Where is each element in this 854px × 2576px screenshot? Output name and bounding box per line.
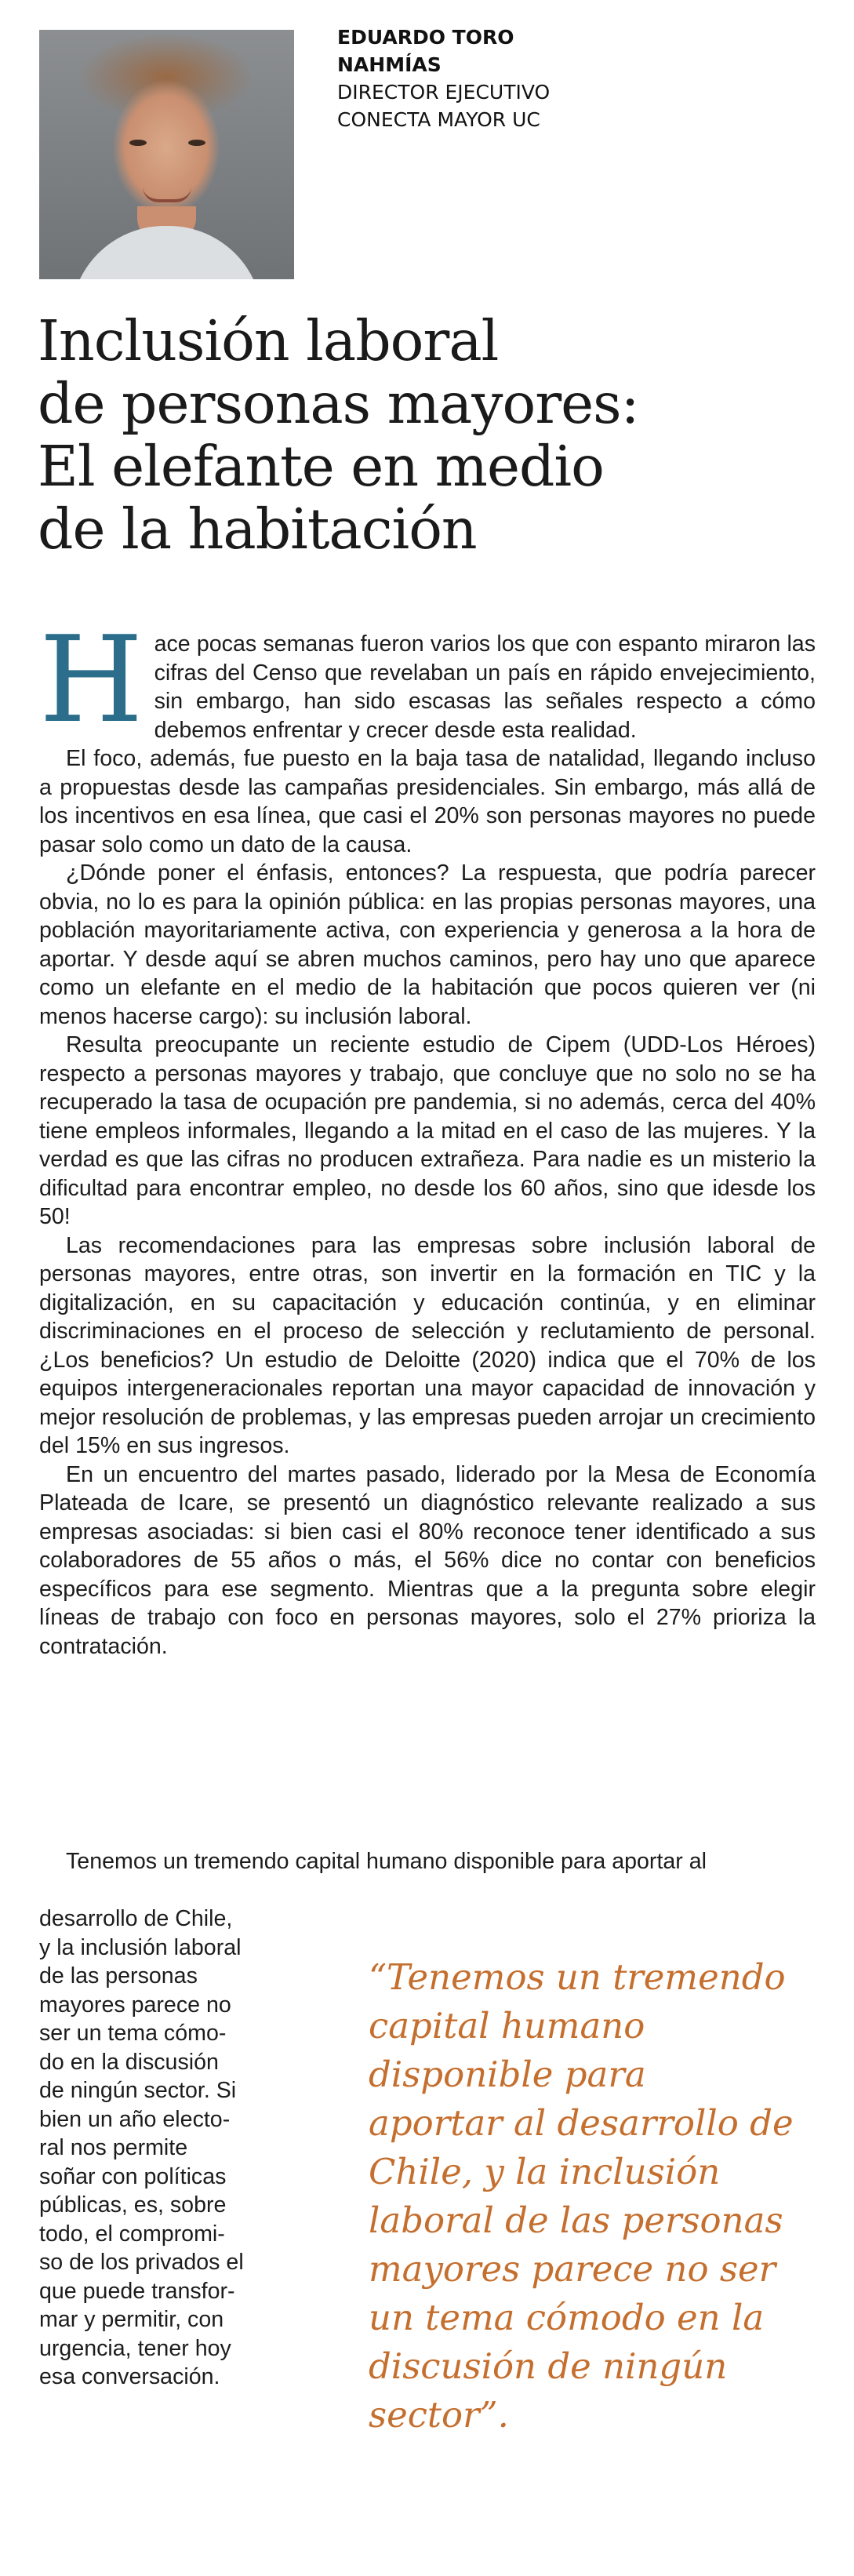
- author-role-line1: DIRECTOR EJECUTIVO: [337, 81, 551, 104]
- author-name-line1: EDUARDO TORO: [337, 26, 514, 49]
- column-line: públicas, es, sobre: [39, 2192, 227, 2218]
- pull-quote-line: disponible para: [369, 2054, 646, 2095]
- column-line: urgencia, tener hoy: [39, 2335, 231, 2361]
- column-line: soñar con políticas: [39, 2163, 227, 2189]
- column-line: todo, el compromi-: [39, 2221, 225, 2247]
- column-line: bien un año electo-: [39, 2106, 231, 2132]
- column-line: de las personas: [39, 1963, 198, 1988]
- pull-quote-line: un tema cómodo en la: [369, 2297, 765, 2338]
- closing-paragraph-lead: Tenemos un tremendo capital humano disponible para aportar al: [66, 1849, 707, 1874]
- pull-quote-line: laboral de las personas: [369, 2199, 783, 2241]
- column-line: y la inclusión laboral: [39, 1934, 242, 1960]
- column-line: ral nos permite: [39, 2135, 188, 2160]
- closing-paragraph-column: [39, 1905, 274, 2392]
- column-line: desarrollo de Chile,: [39, 1906, 233, 1931]
- pull-quote-line: capital humano: [369, 2005, 645, 2047]
- column-line: que puede transfor-: [39, 2278, 235, 2304]
- pull-quote-line: aportar al desarrollo de: [369, 2102, 794, 2144]
- drop-cap: H: [39, 610, 144, 749]
- column-line: so de los privados el: [39, 2250, 244, 2275]
- paragraph: En un encuentro del martes pasado, liderado por la Mesa de Economía Plateada de Icare, se presentó un diagnóstico relevante realizado a sus empresas asociadas: si bien casi el 80% reconoce tener identificado a sus colaboradores de 55 años o más, el 56% dice no contar con beneficios específicos para ese segmento. Mientras que a la pregunta sobre elegir líneas de trabajo con foco en personas mayores, solo el 27% prioriza la contratación.: [39, 1461, 816, 1659]
- headline-line: El elefante en medio: [38, 434, 604, 499]
- pull-quote-line: sector”.: [369, 2394, 509, 2436]
- headline-line: de la habitación: [38, 497, 477, 562]
- column-line: esa conversación.: [39, 2364, 220, 2389]
- pull-quote-line: Chile, y la inclusión: [369, 2151, 721, 2192]
- article-body: [39, 610, 816, 1661]
- paragraph: [39, 610, 816, 749]
- paragraph: El foco, además, fue puesto en la baja tasa de natalidad, llegando incluso a propuestas desde las campañas presidenciales. Sin embargo, más allá de los incentivos en esa línea, que casi el 20% son personas mayores no puede pasar solo como un dato de la causa.: [39, 746, 816, 857]
- author-photo: [39, 30, 294, 279]
- column-line: ser un tema cómo-: [39, 2021, 227, 2046]
- column-line: de ningún sector. Si: [39, 2078, 237, 2103]
- headline-line: Inclusión laboral: [38, 308, 499, 373]
- paragraph: Resulta preocupante un reciente estudio de Cipem (UDD-Los Héroes) respecto a personas mayores y trabajo, que concluye que no solo no se ha recuperado la tasa de ocupación pre pandemia, si no además, cerca del 40% tiene empleos informales, llegando a la mitad en el caso de las mujeres. Y la verdad es que las cifras no producen extrañeza. Para nadie es un misterio la dificultad para encontrar empleo, no desde los 60 años, sino que idesde los 50!: [39, 1032, 816, 1229]
- column-line: mar y permitir, con: [39, 2307, 224, 2332]
- paragraph-text: ace pocas semanas fueron varios los que con espanto miraron las cifras del Censo que revelaban un país en rápido envejecimiento, sin embargo, han sido escasas las señales respecto a cómo debemos enfrentar y crecer desde esta realidad.: [154, 631, 816, 743]
- column-line: do en la discusión: [39, 2049, 219, 2075]
- pull-quote: [369, 1953, 831, 2440]
- pull-quote-line: mayores parece no ser: [369, 2248, 776, 2290]
- paragraph: ¿Dónde poner el énfasis, entonces? La respuesta, que podría parecer obvia, no lo es para la opinión pública: en las propias personas mayores, una población mayoritariamente activa, con experiencia y generosa a la hora de aportar. Y desde aquí se abren muchos caminos, pero hay uno que aparece como un elefante en el medio de la habitación que pocos quieren ver (ni menos hacerse cargo): su inclusión laboral.: [39, 860, 816, 1029]
- article-headline: [38, 310, 830, 561]
- author-name-line2: NAHMÍAS: [337, 53, 442, 76]
- author-byline: [337, 24, 550, 133]
- paragraph: Las recomendaciones para las empresas sobre inclusión laboral de personas mayores, entre otras, son invertir en la formación en TIC y la digitalización, en su capacitación y educación continúa, y en eliminar discriminaciones en el proceso de selección y reclutamiento de personal. ¿Los beneficios? Un estudio de Deloitte (2020) indica que el 70% de los equipos intergeneracionales reportan una mayor capacidad de innovación y mejor resolución de problemas, y las empresas pueden arrojar un crecimiento del 15% en sus ingresos.: [39, 1232, 816, 1458]
- pull-quote-line: “Tenemos un tremendo: [369, 1956, 786, 1998]
- pull-quote-line: discusión de ningún: [369, 2345, 728, 2387]
- headline-line: de personas mayores:: [38, 371, 639, 436]
- column-line: mayores parece no: [39, 1992, 231, 2018]
- author-role-line2: CONECTA MAYOR UC: [337, 108, 540, 131]
